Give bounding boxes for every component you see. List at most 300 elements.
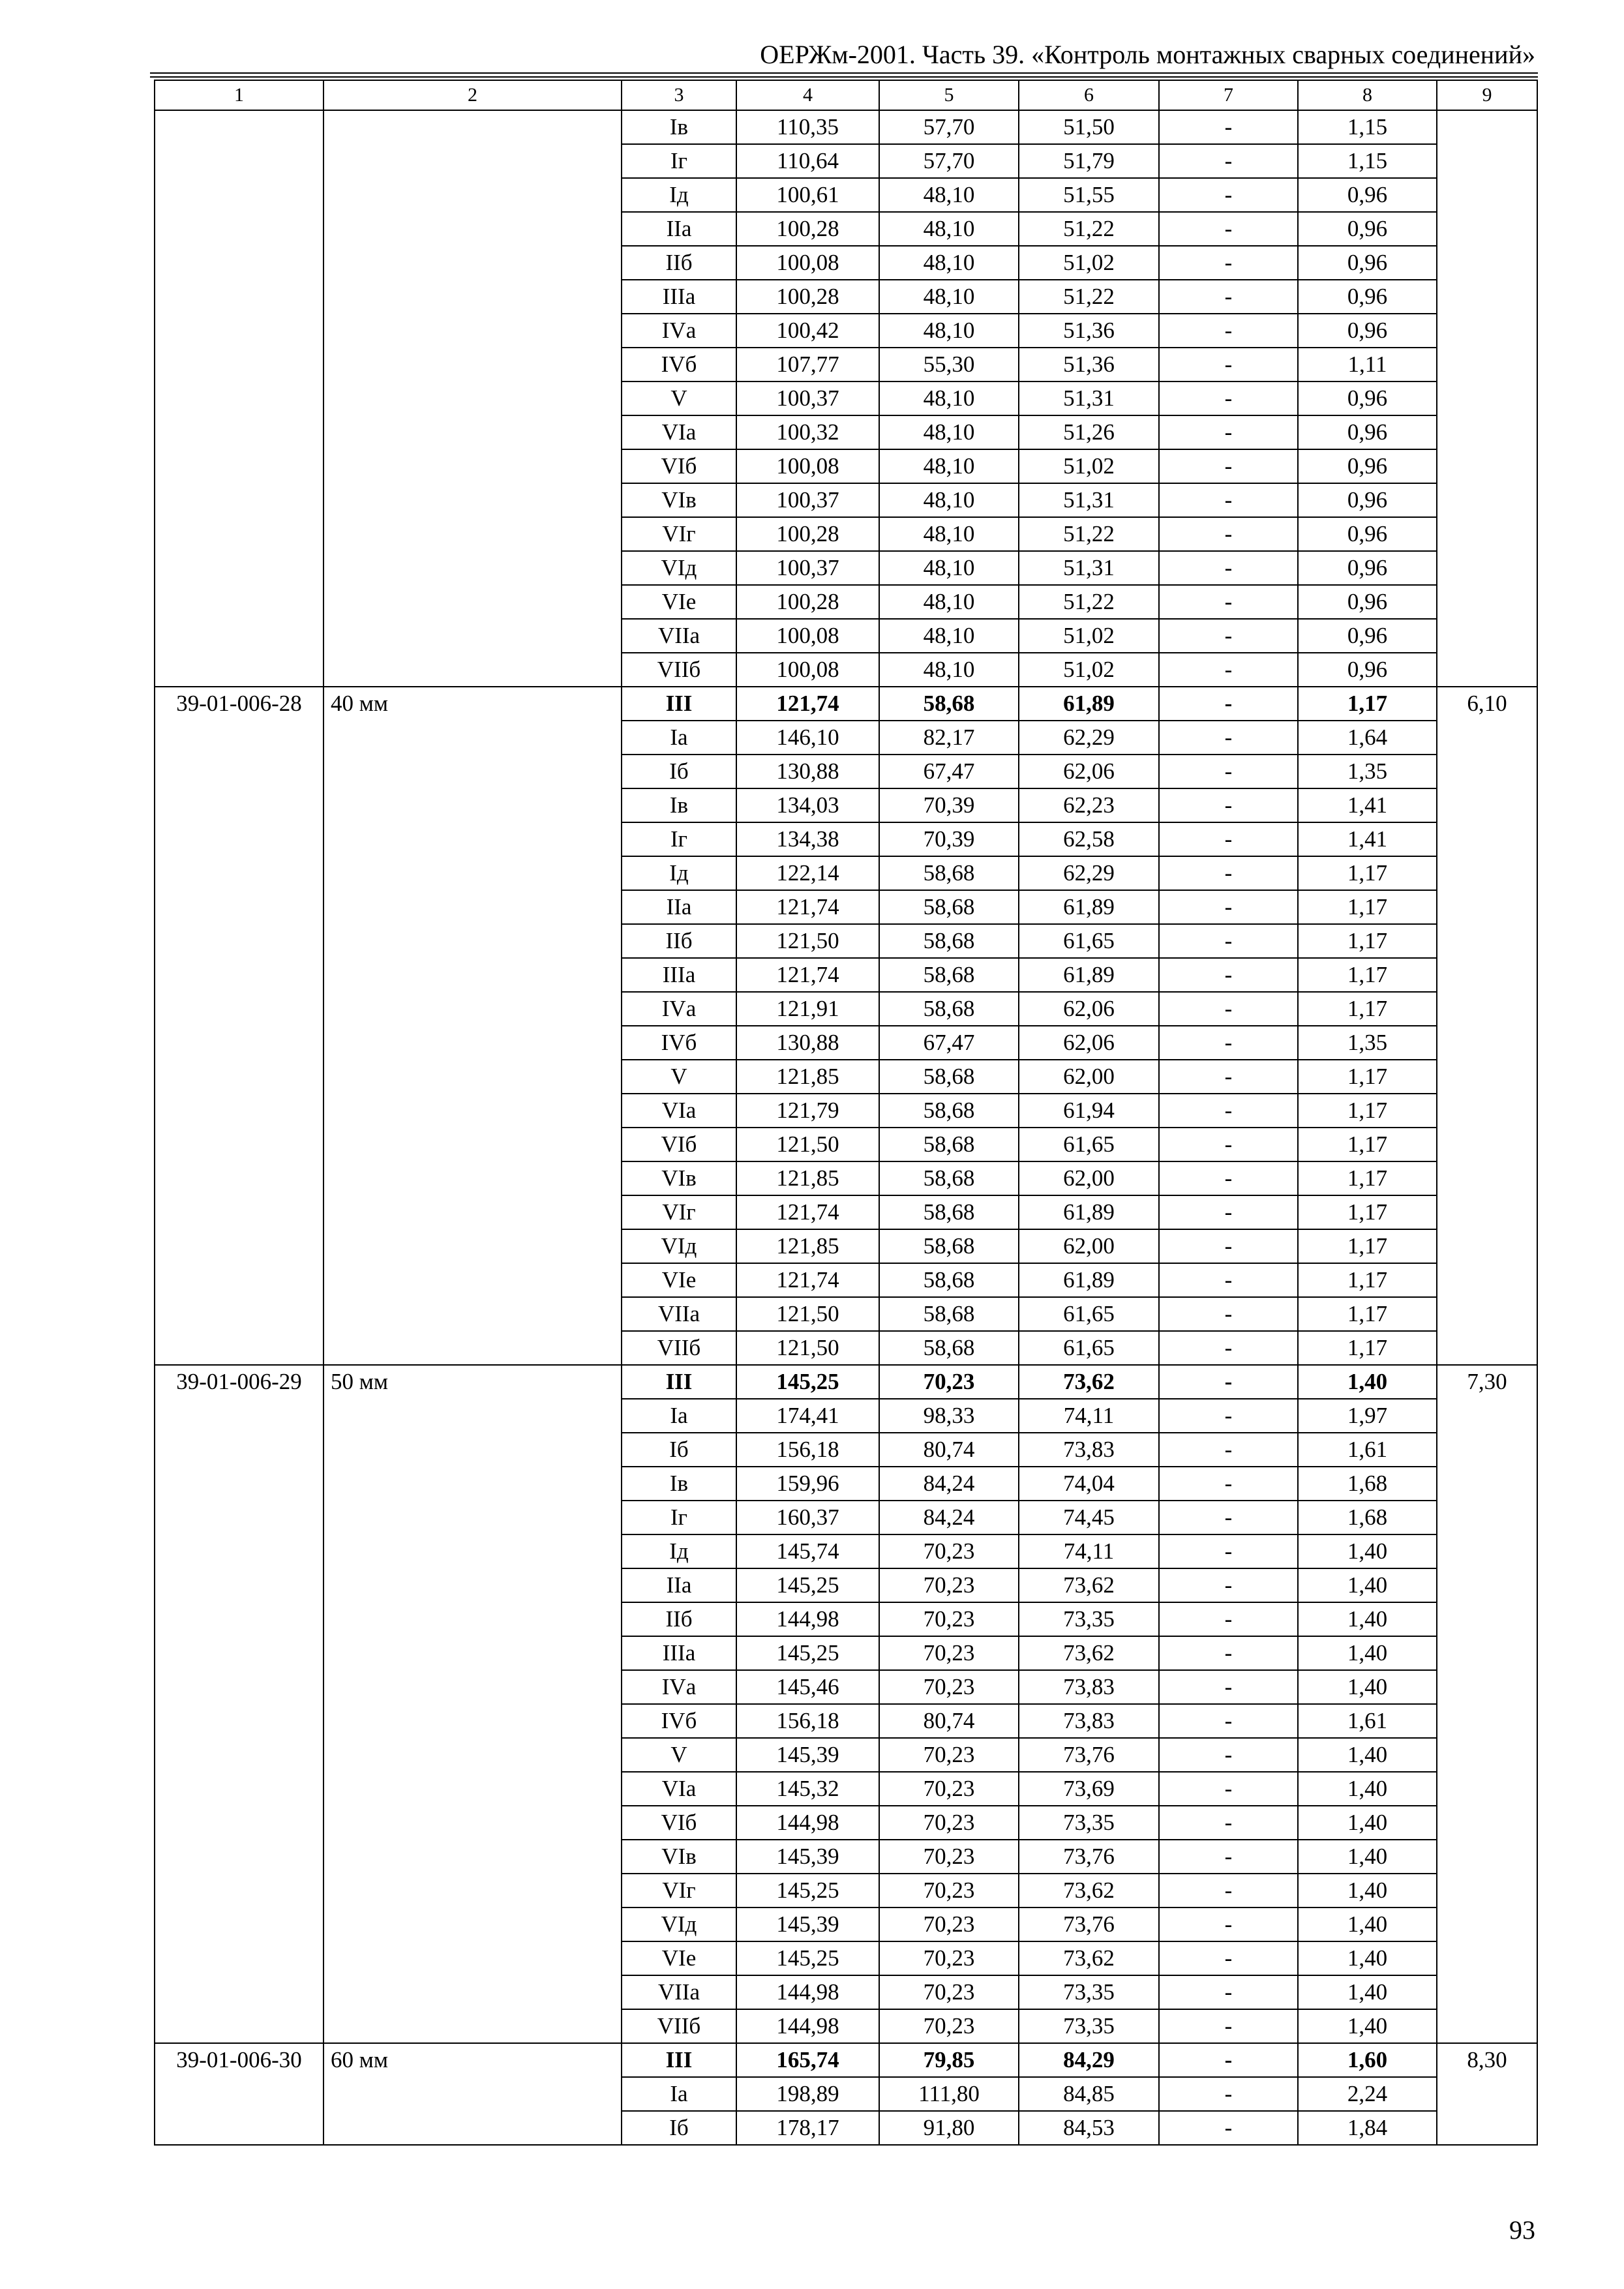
table-cell: 0,96 (1298, 178, 1437, 212)
table-cell: 1,40 (1298, 1534, 1437, 1568)
table-cell: 110,35 (736, 110, 879, 144)
table-cell: - (1159, 1331, 1298, 1365)
table-cell: Iа (622, 2077, 736, 2111)
table-cell: 61,89 (1019, 890, 1159, 924)
table-cell: 145,32 (736, 1772, 879, 1806)
header-rule-bottom (150, 76, 1538, 78)
table-cell: 121,50 (736, 1331, 879, 1365)
table-cell: 100,28 (736, 585, 879, 619)
table-cell: VIIа (622, 1975, 736, 2009)
table-cell: 61,65 (1019, 1128, 1159, 1161)
table-cell: 73,35 (1019, 1806, 1159, 1840)
table-cell: 73,62 (1019, 1365, 1159, 1399)
table-cell: 61,89 (1019, 1195, 1159, 1229)
table-cell: 1,17 (1298, 856, 1437, 890)
table-cell: 178,17 (736, 2111, 879, 2145)
table-cell: 73,62 (1019, 1941, 1159, 1975)
table-cell: 100,08 (736, 449, 879, 483)
table-cell: - (1159, 1670, 1298, 1704)
table-cell: 0,96 (1298, 382, 1437, 415)
table-cell: VIг (622, 1195, 736, 1229)
column-number-1: 1 (155, 80, 323, 110)
table-cell: 1,84 (1298, 2111, 1437, 2145)
table-cell: 73,83 (1019, 1433, 1159, 1467)
table-cell: 134,38 (736, 822, 879, 856)
table-cell: - (1159, 2077, 1298, 2111)
table-cell: 107,77 (736, 348, 879, 382)
column-9-value-cell: 6,10 (1437, 687, 1537, 1365)
table-cell: 1,17 (1298, 1128, 1437, 1161)
table-cell: 61,65 (1019, 1331, 1159, 1365)
table-cell: 51,31 (1019, 551, 1159, 585)
table-cell: 57,70 (879, 110, 1019, 144)
table-cell: 121,74 (736, 1195, 879, 1229)
table-cell: - (1159, 1229, 1298, 1263)
table-cell: 70,39 (879, 822, 1019, 856)
table-cell: VIIб (622, 2009, 736, 2043)
table-cell: - (1159, 1636, 1298, 1670)
table-cell: 156,18 (736, 1433, 879, 1467)
table-cell: 58,68 (879, 958, 1019, 992)
table-cell: IVб (622, 1704, 736, 1738)
table-cell: 73,76 (1019, 1840, 1159, 1874)
table-cell: 58,68 (879, 924, 1019, 958)
table-cell: 70,23 (879, 1806, 1019, 1840)
table-cell: 1,15 (1298, 110, 1437, 144)
table-cell: 82,17 (879, 721, 1019, 755)
table-cell: - (1159, 1908, 1298, 1941)
table-cell: 1,17 (1298, 958, 1437, 992)
table-cell: - (1159, 585, 1298, 619)
table-cell: 144,98 (736, 1602, 879, 1636)
table-cell: 100,37 (736, 551, 879, 585)
table-row (155, 110, 1537, 144)
table-cell: 74,11 (1019, 1534, 1159, 1568)
table-cell: - (1159, 619, 1298, 653)
table-cell: - (1159, 1874, 1298, 1908)
table-cell: 165,74 (736, 2043, 879, 2077)
table-cell: 51,02 (1019, 653, 1159, 687)
table-cell: - (1159, 246, 1298, 280)
table-cell: Iа (622, 721, 736, 755)
column-number-3: 3 (622, 80, 736, 110)
table-cell: - (1159, 1534, 1298, 1568)
table-cell: 62,29 (1019, 856, 1159, 890)
table-cell: 100,28 (736, 212, 879, 246)
table-cell: 144,98 (736, 1806, 879, 1840)
table-cell: 1,17 (1298, 1161, 1437, 1195)
table-cell: - (1159, 856, 1298, 890)
table-cell: 73,76 (1019, 1738, 1159, 1772)
table-cell: 58,68 (879, 992, 1019, 1026)
table-cell: - (1159, 178, 1298, 212)
table-cell: Iб (622, 1433, 736, 1467)
table-cell: 0,96 (1298, 585, 1437, 619)
table-cell: 1,17 (1298, 1195, 1437, 1229)
table-cell: 121,85 (736, 1161, 879, 1195)
table-cell: 62,23 (1019, 788, 1159, 822)
table-cell: 145,25 (736, 1636, 879, 1670)
table-cell: 121,74 (736, 1263, 879, 1297)
table-cell: 73,76 (1019, 1908, 1159, 1941)
table-cell: 145,25 (736, 1941, 879, 1975)
table-cell: - (1159, 110, 1298, 144)
table-cell: 51,22 (1019, 280, 1159, 314)
table-cell: - (1159, 1941, 1298, 1975)
table-cell: 70,23 (879, 1738, 1019, 1772)
table-cell: VIв (622, 1840, 736, 1874)
table-cell: 51,02 (1019, 246, 1159, 280)
table-cell: VIд (622, 1229, 736, 1263)
table-cell: Iд (622, 178, 736, 212)
table-cell: 1,40 (1298, 1636, 1437, 1670)
table-cell: 73,35 (1019, 2009, 1159, 2043)
table-cell: VIIа (622, 1297, 736, 1331)
table-cell: - (1159, 449, 1298, 483)
table-cell: 0,96 (1298, 246, 1437, 280)
table-cell: 100,28 (736, 517, 879, 551)
table-cell: 1,40 (1298, 1941, 1437, 1975)
table-cell: - (1159, 1195, 1298, 1229)
table-cell: 51,02 (1019, 619, 1159, 653)
page-number: 93 (1509, 2215, 1535, 2245)
table-cell: - (1159, 822, 1298, 856)
table-cell: 145,39 (736, 1908, 879, 1941)
table-cell: 48,10 (879, 551, 1019, 585)
column-number-2: 2 (323, 80, 622, 110)
table-cell: 80,74 (879, 1704, 1019, 1738)
table-cell: Iд (622, 856, 736, 890)
column-number-8: 8 (1298, 80, 1437, 110)
table-cell: 61,94 (1019, 1094, 1159, 1128)
table-cell: VIб (622, 449, 736, 483)
table-cell: 121,91 (736, 992, 879, 1026)
table-cell: 1,17 (1298, 687, 1437, 721)
table-cell: 74,45 (1019, 1501, 1159, 1534)
table-cell: 70,23 (879, 1568, 1019, 1602)
table-cell: 1,68 (1298, 1501, 1437, 1534)
column-number-4: 4 (736, 80, 879, 110)
table-cell: 84,24 (879, 1467, 1019, 1501)
table-cell: 70,23 (879, 1636, 1019, 1670)
table-cell: 110,64 (736, 144, 879, 178)
table-cell: 55,30 (879, 348, 1019, 382)
table-cell: 1,97 (1298, 1399, 1437, 1433)
table-cell: 51,79 (1019, 144, 1159, 178)
table-cell: 0,96 (1298, 280, 1437, 314)
table-cell: - (1159, 653, 1298, 687)
table-cell: 1,17 (1298, 890, 1437, 924)
table-cell: 58,68 (879, 1060, 1019, 1094)
table-cell: VIе (622, 1941, 736, 1975)
table-cell: 58,68 (879, 890, 1019, 924)
table-cell: 121,85 (736, 1060, 879, 1094)
table-cell: 1,40 (1298, 1602, 1437, 1636)
table-cell: VIа (622, 415, 736, 449)
table-cell: 58,68 (879, 1229, 1019, 1263)
table-cell: 73,62 (1019, 1636, 1159, 1670)
table-cell: 51,36 (1019, 314, 1159, 348)
table-cell: 70,23 (879, 1908, 1019, 1941)
table-cell: - (1159, 415, 1298, 449)
table-cell: 70,23 (879, 1975, 1019, 2009)
table-cell: 51,02 (1019, 449, 1159, 483)
column-number-7: 7 (1159, 80, 1298, 110)
table-cell: 48,10 (879, 585, 1019, 619)
table-cell: V (622, 382, 736, 415)
table-cell: VIIб (622, 1331, 736, 1365)
table-cell: 51,31 (1019, 483, 1159, 517)
table-cell: 58,68 (879, 1263, 1019, 1297)
table-cell: 70,23 (879, 1670, 1019, 1704)
table-cell: 145,46 (736, 1670, 879, 1704)
table-cell: - (1159, 1501, 1298, 1534)
table-cell: 121,74 (736, 687, 879, 721)
table-cell: - (1159, 517, 1298, 551)
table-cell: 51,50 (1019, 110, 1159, 144)
table-cell: 58,68 (879, 856, 1019, 890)
table-cell: 61,65 (1019, 1297, 1159, 1331)
table-cell: 84,24 (879, 1501, 1019, 1534)
table-cell: 48,10 (879, 517, 1019, 551)
table-cell: 1,40 (1298, 1806, 1437, 1840)
thickness-cell: 60 мм (323, 2043, 622, 2145)
table-cell: 48,10 (879, 314, 1019, 348)
table-cell: 159,96 (736, 1467, 879, 1501)
table-cell: 62,58 (1019, 822, 1159, 856)
table-cell: 1,41 (1298, 822, 1437, 856)
table-cell: 1,40 (1298, 1840, 1437, 1874)
table-cell: 48,10 (879, 415, 1019, 449)
table-cell: 130,88 (736, 755, 879, 788)
rate-code-cell: 39-01-006-30 (155, 2043, 323, 2145)
table-cell: Iв (622, 110, 736, 144)
table-cell: Iб (622, 2111, 736, 2145)
document-header: ОЕРЖм-2001. Часть 39. «Контроль монтажных сварных соединений» (760, 40, 1535, 69)
table-cell: IIб (622, 924, 736, 958)
table-cell: 0,96 (1298, 415, 1437, 449)
table-cell: - (1159, 1026, 1298, 1060)
column-number-9: 9 (1437, 80, 1537, 110)
table-cell: 121,50 (736, 1297, 879, 1331)
table-cell: 70,23 (879, 1602, 1019, 1636)
table-cell: 121,74 (736, 890, 879, 924)
table-cell: 1,40 (1298, 1670, 1437, 1704)
table-cell: - (1159, 144, 1298, 178)
table-cell: 61,89 (1019, 687, 1159, 721)
table-cell: 73,83 (1019, 1704, 1159, 1738)
table-cell: IVа (622, 314, 736, 348)
table-cell: 146,10 (736, 721, 879, 755)
table-cell: 1,61 (1298, 1704, 1437, 1738)
table-cell: 70,23 (879, 1772, 1019, 1806)
header-rule-top (150, 72, 1538, 74)
table-cell: IVа (622, 992, 736, 1026)
table-cell: Iд (622, 1534, 736, 1568)
table-cell: 145,39 (736, 1738, 879, 1772)
table-cell: 1,40 (1298, 1874, 1437, 1908)
table-cell: IIа (622, 1568, 736, 1602)
table-cell: 100,08 (736, 246, 879, 280)
table-cell: 100,42 (736, 314, 879, 348)
table-cell: 48,10 (879, 212, 1019, 246)
table-cell: - (1159, 280, 1298, 314)
table-cell: 100,08 (736, 653, 879, 687)
table-cell: - (1159, 721, 1298, 755)
table-cell: 121,74 (736, 958, 879, 992)
table-cell: IIIа (622, 958, 736, 992)
table-cell: 1,40 (1298, 2009, 1437, 2043)
table-cell: 144,98 (736, 1975, 879, 2009)
table-cell: 145,39 (736, 1840, 879, 1874)
table-cell: 74,04 (1019, 1467, 1159, 1501)
table-cell: 73,83 (1019, 1670, 1159, 1704)
table-cell: - (1159, 1704, 1298, 1738)
table-cell: 1,17 (1298, 1094, 1437, 1128)
table-cell: 80,74 (879, 1433, 1019, 1467)
table-cell: 1,61 (1298, 1433, 1437, 1467)
column-9-value-cell: 7,30 (1437, 1365, 1537, 2043)
table-cell: 2,24 (1298, 2077, 1437, 2111)
table-row (155, 1365, 1537, 1399)
table-cell: 121,50 (736, 1128, 879, 1161)
table-cell: - (1159, 1263, 1298, 1297)
thickness-cell: 40 мм (323, 687, 622, 1365)
table-cell: 58,68 (879, 1161, 1019, 1195)
table-cell: 0,96 (1298, 517, 1437, 551)
table-cell: 48,10 (879, 653, 1019, 687)
table-cell: - (1159, 1297, 1298, 1331)
rates-table (154, 80, 1538, 2146)
table-cell: 0,96 (1298, 212, 1437, 246)
table-cell: IIб (622, 1602, 736, 1636)
table-cell: 48,10 (879, 382, 1019, 415)
table-cell: 1,40 (1298, 1908, 1437, 1941)
table-cell: 1,17 (1298, 992, 1437, 1026)
table-cell: 0,96 (1298, 551, 1437, 585)
table-cell: 1,17 (1298, 1331, 1437, 1365)
table-cell: - (1159, 2009, 1298, 2043)
table-cell: - (1159, 687, 1298, 721)
table-cell: - (1159, 924, 1298, 958)
table-cell: 1,40 (1298, 1975, 1437, 2009)
rate-code-cell: 39-01-006-28 (155, 687, 323, 1365)
table-cell: 70,23 (879, 1534, 1019, 1568)
table-cell: - (1159, 1467, 1298, 1501)
table-cell: 51,31 (1019, 382, 1159, 415)
table-cell: Iв (622, 1467, 736, 1501)
table-cell: 134,03 (736, 788, 879, 822)
table-cell: Iг (622, 144, 736, 178)
table-cell: 98,33 (879, 1399, 1019, 1433)
table-cell: IVб (622, 1026, 736, 1060)
table-cell: 51,26 (1019, 415, 1159, 449)
table-cell: V (622, 1060, 736, 1094)
table-cell: - (1159, 1840, 1298, 1874)
table-cell: 1,35 (1298, 755, 1437, 788)
table-cell: - (1159, 992, 1298, 1026)
table-cell: 145,25 (736, 1568, 879, 1602)
table-cell: VIб (622, 1806, 736, 1840)
table-cell: 58,68 (879, 687, 1019, 721)
table-cell: - (1159, 382, 1298, 415)
table-cell: 62,06 (1019, 992, 1159, 1026)
table-cell: VIб (622, 1128, 736, 1161)
table-cell: IIб (622, 246, 736, 280)
table-cell: 145,74 (736, 1534, 879, 1568)
table-cell: - (1159, 1094, 1298, 1128)
table-cell: 100,61 (736, 178, 879, 212)
table-cell: 1,64 (1298, 721, 1437, 755)
table-cell: 62,00 (1019, 1060, 1159, 1094)
table-cell: 67,47 (879, 755, 1019, 788)
table-cell: Iг (622, 822, 736, 856)
table-cell: 62,00 (1019, 1161, 1159, 1195)
table-cell: 73,35 (1019, 1602, 1159, 1636)
table-cell: 0,96 (1298, 653, 1437, 687)
table-cell: 70,23 (879, 1365, 1019, 1399)
table-cell: VIе (622, 585, 736, 619)
table-cell: IVб (622, 348, 736, 382)
table-cell: III (622, 687, 736, 721)
column-9-value-cell (1437, 110, 1537, 687)
table-cell: - (1159, 755, 1298, 788)
table-cell: 1,68 (1298, 1467, 1437, 1501)
table-cell: - (1159, 1806, 1298, 1840)
table-cell: - (1159, 2043, 1298, 2077)
table-cell: 121,79 (736, 1094, 879, 1128)
table-cell: VIв (622, 483, 736, 517)
table-cell: 1,40 (1298, 1365, 1437, 1399)
table-cell: 57,70 (879, 144, 1019, 178)
table-cell: 73,62 (1019, 1568, 1159, 1602)
table-cell: VIIб (622, 653, 736, 687)
table-cell: 1,60 (1298, 2043, 1437, 2077)
table-cell: 58,68 (879, 1297, 1019, 1331)
column-number-row (155, 80, 1537, 110)
table-cell: - (1159, 212, 1298, 246)
thickness-cell (323, 110, 622, 687)
table-cell: 121,85 (736, 1229, 879, 1263)
table-cell: 62,06 (1019, 755, 1159, 788)
table-cell: 1,35 (1298, 1026, 1437, 1060)
table-cell: VIг (622, 517, 736, 551)
table-cell: 51,55 (1019, 178, 1159, 212)
table-cell: 70,23 (879, 1941, 1019, 1975)
table-cell: 122,14 (736, 856, 879, 890)
table-cell: 111,80 (879, 2077, 1019, 2111)
table-cell: 0,96 (1298, 314, 1437, 348)
table-cell: VIд (622, 1908, 736, 1941)
table-cell: 100,37 (736, 483, 879, 517)
table-cell: 58,68 (879, 1195, 1019, 1229)
table-cell: 48,10 (879, 449, 1019, 483)
table-cell: 79,85 (879, 2043, 1019, 2077)
table-cell: VIа (622, 1094, 736, 1128)
table-cell: - (1159, 314, 1298, 348)
table-cell: 121,50 (736, 924, 879, 958)
table-cell: 70,39 (879, 788, 1019, 822)
column-number-5: 5 (879, 80, 1019, 110)
table-cell: 61,89 (1019, 958, 1159, 992)
table-cell: Iб (622, 755, 736, 788)
column-number-6: 6 (1019, 80, 1159, 110)
table-cell: 67,47 (879, 1026, 1019, 1060)
table-cell: - (1159, 2111, 1298, 2145)
table-cell: - (1159, 1433, 1298, 1467)
table-cell: 73,69 (1019, 1772, 1159, 1806)
table-cell: 84,53 (1019, 2111, 1159, 2145)
